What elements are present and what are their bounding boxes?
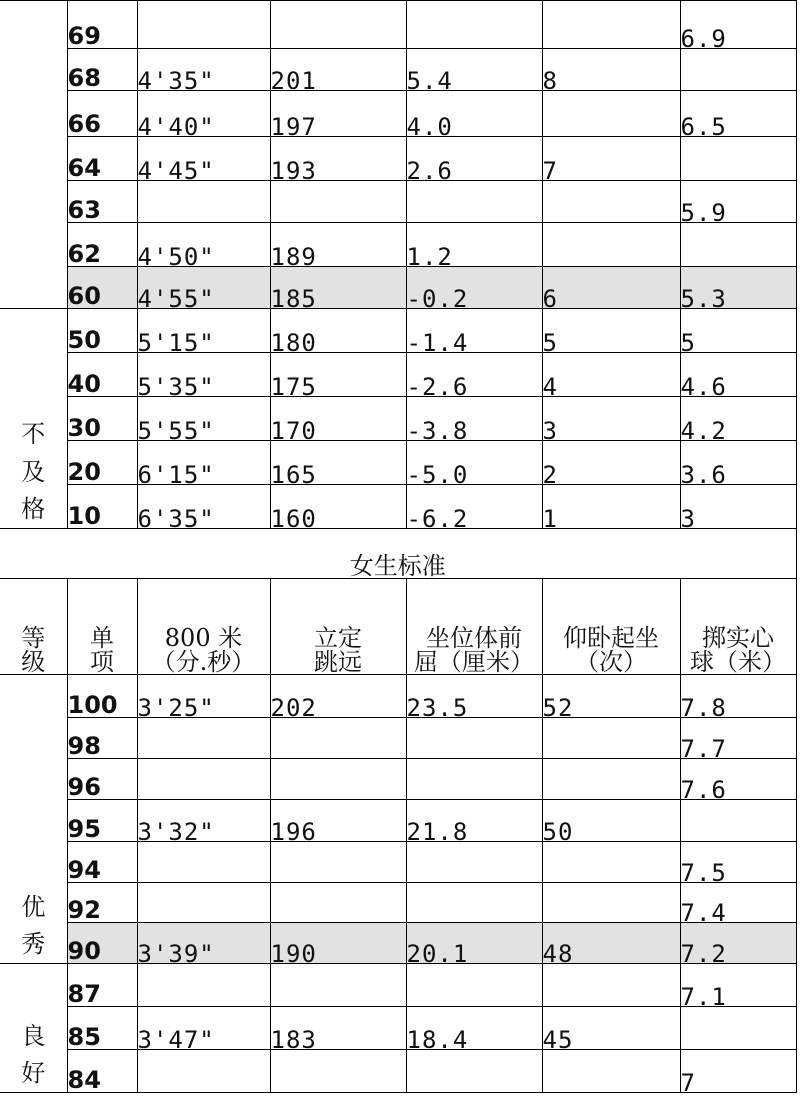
run-800m-cell	[137, 718, 270, 759]
score-cell-text: 63	[67, 196, 101, 223]
sit-and-reach-cell	[406, 964, 542, 1007]
medicine-ball-cell-text: 5	[680, 329, 696, 353]
table-row	[0, 267, 796, 309]
sit-ups-cell	[542, 267, 680, 309]
run-800m-cell	[137, 181, 270, 223]
sit-and-reach-cell	[406, 1, 542, 49]
score-cell-text: 69	[67, 22, 101, 49]
run-800m-cell	[137, 485, 270, 529]
medicine-ball-cell	[680, 181, 796, 223]
sit-ups-cell	[542, 1050, 680, 1093]
standing-jump-cell	[270, 49, 406, 91]
score-cell	[67, 223, 137, 267]
medicine-ball-cell-text: 6.5	[680, 113, 727, 137]
sit-ups-cell	[542, 1, 680, 49]
sit-and-reach-cell-text: -2.6	[406, 373, 469, 397]
sit-ups-cell-text: 7	[542, 157, 558, 181]
sit-ups-cell-text: 5	[542, 329, 558, 353]
column-header-line: 800 米	[164, 624, 243, 652]
sit-and-reach-cell-text: -0.2	[406, 285, 469, 309]
standing-jump-cell	[270, 485, 406, 529]
sit-ups-cell	[542, 181, 680, 223]
run-800m-cell-text: 3'32"	[137, 818, 215, 842]
sit-ups-cell	[542, 842, 680, 883]
medicine-ball-cell	[680, 485, 796, 529]
medicine-ball-cell	[680, 759, 796, 800]
score-cell-text: 90	[67, 937, 101, 964]
medicine-ball-cell	[680, 675, 796, 718]
standing-jump-cell-text: 196	[270, 818, 317, 842]
sit-and-reach-cell	[406, 883, 542, 923]
sit-ups-cell	[542, 964, 680, 1007]
score-cell	[67, 91, 137, 137]
sit-and-reach-cell-text: 18.4	[406, 1026, 469, 1050]
standing-jump-cell-text: 160	[270, 505, 317, 529]
column-header	[542, 579, 680, 675]
column-header-line: 屈（厘米）	[414, 648, 534, 675]
sit-and-reach-cell-text: -6.2	[406, 505, 469, 529]
column-header	[137, 579, 270, 675]
medicine-ball-cell	[680, 267, 796, 309]
medicine-ball-cell	[680, 223, 796, 267]
standing-jump-cell-text: 185	[270, 285, 317, 309]
medicine-ball-cell-text: 7.6	[680, 776, 727, 800]
table-row	[0, 223, 796, 267]
score-cell	[67, 267, 137, 309]
sit-and-reach-cell	[406, 675, 542, 718]
score-cell	[67, 441, 137, 485]
run-800m-cell-text: 5'55"	[137, 417, 215, 441]
standing-jump-cell	[270, 137, 406, 181]
sit-and-reach-cell-text: -3.8	[406, 417, 469, 441]
score-cell	[67, 675, 137, 718]
column-header-line: （次）	[575, 648, 647, 675]
medicine-ball-cell	[680, 800, 796, 842]
medicine-ball-cell-text: 4.2	[680, 417, 727, 441]
medicine-ball-cell-text: 3.6	[680, 461, 727, 485]
medicine-ball-cell-text: 7.1	[680, 983, 727, 1007]
medicine-ball-cell	[680, 137, 796, 181]
run-800m-cell-text: 5'15"	[137, 329, 215, 353]
sit-and-reach-cell-text: 20.1	[406, 940, 469, 964]
score-cell-text: 87	[67, 980, 101, 1007]
medicine-ball-cell-text: 4.6	[680, 373, 727, 397]
sit-and-reach-cell	[406, 923, 542, 964]
column-header-line: 立定	[314, 624, 362, 652]
table-row	[0, 759, 796, 800]
table-row	[0, 441, 796, 485]
sit-and-reach-cell	[406, 309, 542, 353]
sit-and-reach-cell-text: 1.2	[406, 243, 453, 267]
run-800m-cell	[137, 964, 270, 1007]
sit-ups-cell	[542, 137, 680, 181]
medicine-ball-cell-text: 7.7	[680, 735, 727, 759]
standing-jump-cell	[270, 1007, 406, 1050]
column-header	[406, 579, 542, 675]
table-row	[0, 137, 796, 181]
run-800m-cell	[137, 137, 270, 181]
sit-and-reach-cell	[406, 91, 542, 137]
score-cell-text: 95	[67, 815, 101, 842]
run-800m-cell	[137, 883, 270, 923]
sit-and-reach-cell	[406, 1007, 542, 1050]
sit-ups-cell	[542, 441, 680, 485]
score-cell-text: 10	[67, 502, 101, 529]
medicine-ball-cell-text: 3	[680, 505, 696, 529]
sit-and-reach-cell	[406, 223, 542, 267]
medicine-ball-cell	[680, 923, 796, 964]
standing-jump-cell	[270, 923, 406, 964]
section-title-row	[0, 529, 796, 579]
sit-ups-cell-text: 50	[542, 818, 574, 842]
standing-jump-cell	[270, 842, 406, 883]
level-cell	[0, 675, 67, 964]
standing-jump-cell-text: 202	[270, 694, 317, 718]
score-cell	[67, 964, 137, 1007]
run-800m-cell	[137, 223, 270, 267]
medicine-ball-cell	[680, 964, 796, 1007]
medicine-ball-cell	[680, 441, 796, 485]
score-cell-text: 64	[67, 154, 101, 181]
run-800m-cell-text: 4'45"	[137, 157, 215, 181]
sit-and-reach-cell-text: 23.5	[406, 694, 469, 718]
table-row	[0, 309, 796, 353]
sit-and-reach-cell	[406, 397, 542, 441]
standing-jump-cell-text: 189	[270, 243, 317, 267]
column-header-line: 项	[90, 648, 114, 675]
sit-ups-cell	[542, 718, 680, 759]
table-row	[0, 800, 796, 842]
sit-and-reach-cell-text: 4.0	[406, 113, 453, 137]
table-row	[0, 923, 796, 964]
score-cell-text: 40	[67, 370, 101, 397]
sit-and-reach-cell	[406, 181, 542, 223]
sit-ups-cell-text: 2	[542, 461, 558, 485]
level-cell	[0, 1, 67, 309]
medicine-ball-cell-text: 7.5	[680, 859, 727, 883]
medicine-ball-cell-text: 7.2	[680, 940, 727, 964]
column-header	[270, 579, 406, 675]
standing-jump-cell	[270, 397, 406, 441]
score-cell	[67, 1007, 137, 1050]
sit-ups-cell-text: 3	[542, 417, 558, 441]
run-800m-cell-text: 6'35"	[137, 505, 215, 529]
run-800m-cell	[137, 675, 270, 718]
column-header	[67, 579, 137, 675]
score-cell-text: 60	[67, 282, 101, 309]
medicine-ball-cell	[680, 718, 796, 759]
medicine-ball-cell-text: 5.9	[680, 199, 727, 223]
table-row	[0, 353, 796, 397]
table-row	[0, 675, 796, 718]
run-800m-cell	[137, 441, 270, 485]
sit-and-reach-cell-text: 21.8	[406, 818, 469, 842]
run-800m-cell	[137, 1, 270, 49]
column-header	[0, 579, 67, 675]
medicine-ball-cell	[680, 49, 796, 91]
run-800m-cell	[137, 49, 270, 91]
medicine-ball-cell	[680, 1, 796, 49]
sit-ups-cell-text: 6	[542, 285, 558, 309]
sit-and-reach-cell	[406, 267, 542, 309]
run-800m-cell	[137, 923, 270, 964]
medicine-ball-cell	[680, 842, 796, 883]
standing-jump-cell	[270, 91, 406, 137]
standing-jump-cell-text: 170	[270, 417, 317, 441]
table-row	[0, 1050, 796, 1093]
score-cell-text: 85	[67, 1023, 101, 1050]
standing-jump-cell-text: 165	[270, 461, 317, 485]
score-cell-text: 30	[67, 414, 101, 441]
medicine-ball-cell	[680, 309, 796, 353]
medicine-ball-cell	[680, 91, 796, 137]
sit-ups-cell-text: 4	[542, 373, 558, 397]
run-800m-cell	[137, 397, 270, 441]
sit-ups-cell-text: 52	[542, 694, 574, 718]
table-row	[0, 485, 796, 529]
score-cell	[67, 137, 137, 181]
sit-ups-cell-text: 48	[542, 940, 574, 964]
score-cell-text: 66	[67, 110, 101, 137]
standing-jump-cell	[270, 353, 406, 397]
level-label: 不及格	[21, 420, 46, 523]
standing-jump-cell-text: 180	[270, 329, 317, 353]
run-800m-cell-text: 3'39"	[137, 940, 215, 964]
table-row	[0, 91, 796, 137]
medicine-ball-cell-text: 6.9	[680, 25, 727, 49]
standing-jump-cell	[270, 223, 406, 267]
score-cell	[67, 759, 137, 800]
sit-ups-cell	[542, 397, 680, 441]
score-cell-text: 62	[67, 240, 101, 267]
score-cell	[67, 353, 137, 397]
score-cell	[67, 883, 137, 923]
medicine-ball-cell	[680, 1007, 796, 1050]
sit-and-reach-cell	[406, 441, 542, 485]
score-cell	[67, 842, 137, 883]
score-cell-text: 92	[67, 896, 101, 923]
level-cell	[0, 964, 67, 1093]
level-cell	[0, 309, 67, 529]
standing-jump-cell-text: 190	[270, 940, 317, 964]
column-header-line: 级	[21, 648, 46, 675]
score-cell-text: 84	[67, 1066, 101, 1093]
score-cell	[67, 485, 137, 529]
sit-and-reach-cell	[406, 759, 542, 800]
table-row	[0, 1, 796, 49]
sit-and-reach-cell	[406, 137, 542, 181]
run-800m-cell	[137, 353, 270, 397]
run-800m-cell	[137, 759, 270, 800]
table-row	[0, 397, 796, 441]
score-cell	[67, 1050, 137, 1093]
column-header-line: 坐位体前	[426, 624, 522, 652]
column-header-line: （分.秒）	[151, 648, 256, 675]
sit-ups-cell	[542, 923, 680, 964]
level-label: 优秀	[21, 892, 46, 958]
score-cell	[67, 181, 137, 223]
run-800m-cell	[137, 800, 270, 842]
standing-jump-cell	[270, 759, 406, 800]
medicine-ball-cell-text: 7.8	[680, 694, 727, 718]
medicine-ball-cell-text: 7	[680, 1069, 696, 1093]
run-800m-cell-text: 3'25"	[137, 694, 215, 718]
standing-jump-cell	[270, 883, 406, 923]
sit-ups-cell-text: 1	[542, 505, 558, 529]
run-800m-cell	[137, 91, 270, 137]
medicine-ball-cell	[680, 1050, 796, 1093]
table-row	[0, 842, 796, 883]
level-label: 良好	[21, 1021, 46, 1087]
medicine-ball-cell	[680, 353, 796, 397]
run-800m-cell	[137, 309, 270, 353]
run-800m-cell	[137, 267, 270, 309]
standing-jump-cell	[270, 675, 406, 718]
standing-jump-cell	[270, 800, 406, 842]
standing-jump-cell	[270, 1, 406, 49]
standing-jump-cell	[270, 267, 406, 309]
score-cell	[67, 800, 137, 842]
standing-jump-cell	[270, 1050, 406, 1093]
table-row	[0, 181, 796, 223]
column-header-line: 球（米）	[690, 648, 786, 675]
column-header-line: 仰卧起坐	[563, 624, 659, 652]
sit-ups-cell	[542, 91, 680, 137]
standing-jump-cell	[270, 441, 406, 485]
sit-and-reach-cell	[406, 485, 542, 529]
sit-and-reach-cell	[406, 49, 542, 91]
sit-and-reach-cell	[406, 800, 542, 842]
score-cell-text: 98	[67, 732, 101, 759]
run-800m-cell-text: 6'15"	[137, 461, 215, 485]
run-800m-cell-text: 5'35"	[137, 373, 215, 397]
section-title: 女生标准	[0, 529, 796, 579]
table-header-row	[0, 579, 796, 675]
sit-and-reach-cell-text: 5.4	[406, 67, 453, 91]
sit-ups-cell	[542, 309, 680, 353]
sit-ups-cell	[542, 353, 680, 397]
standing-jump-cell	[270, 309, 406, 353]
score-cell	[67, 309, 137, 353]
sit-and-reach-cell	[406, 718, 542, 759]
table-row	[0, 883, 796, 923]
table-row	[0, 49, 796, 91]
table-row	[0, 1007, 796, 1050]
sit-ups-cell-text: 8	[542, 67, 558, 91]
score-cell-text: 20	[67, 458, 101, 485]
standing-jump-cell-text: 183	[270, 1026, 317, 1050]
score-cell	[67, 1, 137, 49]
column-header-line: 等	[21, 624, 46, 652]
sit-and-reach-cell	[406, 353, 542, 397]
standing-jump-cell	[270, 181, 406, 223]
score-cell-text: 96	[67, 773, 101, 800]
medicine-ball-cell	[680, 397, 796, 441]
score-cell	[67, 49, 137, 91]
run-800m-cell-text: 3'47"	[137, 1026, 215, 1050]
score-cell	[67, 718, 137, 759]
column-header-line: 跳远	[314, 648, 362, 675]
score-cell-text: 100	[67, 691, 118, 718]
sit-ups-cell	[542, 1007, 680, 1050]
run-800m-cell	[137, 842, 270, 883]
score-cell-text: 68	[67, 64, 101, 91]
column-header-line: 单	[90, 624, 114, 652]
medicine-ball-cell-text: 7.4	[680, 899, 727, 923]
run-800m-cell	[137, 1050, 270, 1093]
sit-ups-cell	[542, 675, 680, 718]
sit-ups-cell	[542, 223, 680, 267]
sit-and-reach-cell	[406, 842, 542, 883]
sit-ups-cell	[542, 800, 680, 842]
table-row	[0, 718, 796, 759]
score-cell-text: 94	[67, 856, 101, 883]
run-800m-cell-text: 4'50"	[137, 243, 215, 267]
sit-ups-cell	[542, 759, 680, 800]
medicine-ball-cell-text: 5.3	[680, 285, 727, 309]
table-row	[0, 964, 796, 1007]
standing-jump-cell	[270, 964, 406, 1007]
standing-jump-cell-text: 201	[270, 67, 317, 91]
run-800m-cell-text: 4'40"	[137, 113, 215, 137]
score-cell-text: 50	[67, 326, 101, 353]
sit-ups-cell	[542, 883, 680, 923]
medicine-ball-cell	[680, 883, 796, 923]
score-cell	[67, 923, 137, 964]
run-800m-cell-text: 4'55"	[137, 285, 215, 309]
score-cell	[67, 397, 137, 441]
sit-and-reach-cell	[406, 1050, 542, 1093]
sit-and-reach-cell-text: -1.4	[406, 329, 469, 353]
sit-ups-cell	[542, 485, 680, 529]
standing-jump-cell-text: 175	[270, 373, 317, 397]
sit-ups-cell	[542, 49, 680, 91]
run-800m-cell-text: 4'35"	[137, 67, 215, 91]
column-header	[680, 579, 796, 675]
standing-jump-cell-text: 193	[270, 157, 317, 181]
sit-ups-cell-text: 45	[542, 1026, 574, 1050]
sit-and-reach-cell-text: -5.0	[406, 461, 469, 485]
column-header-line: 掷实心	[702, 624, 774, 652]
run-800m-cell	[137, 1007, 270, 1050]
sit-and-reach-cell-text: 2.6	[406, 157, 453, 181]
standing-jump-cell-text: 197	[270, 113, 317, 137]
standing-jump-cell	[270, 718, 406, 759]
